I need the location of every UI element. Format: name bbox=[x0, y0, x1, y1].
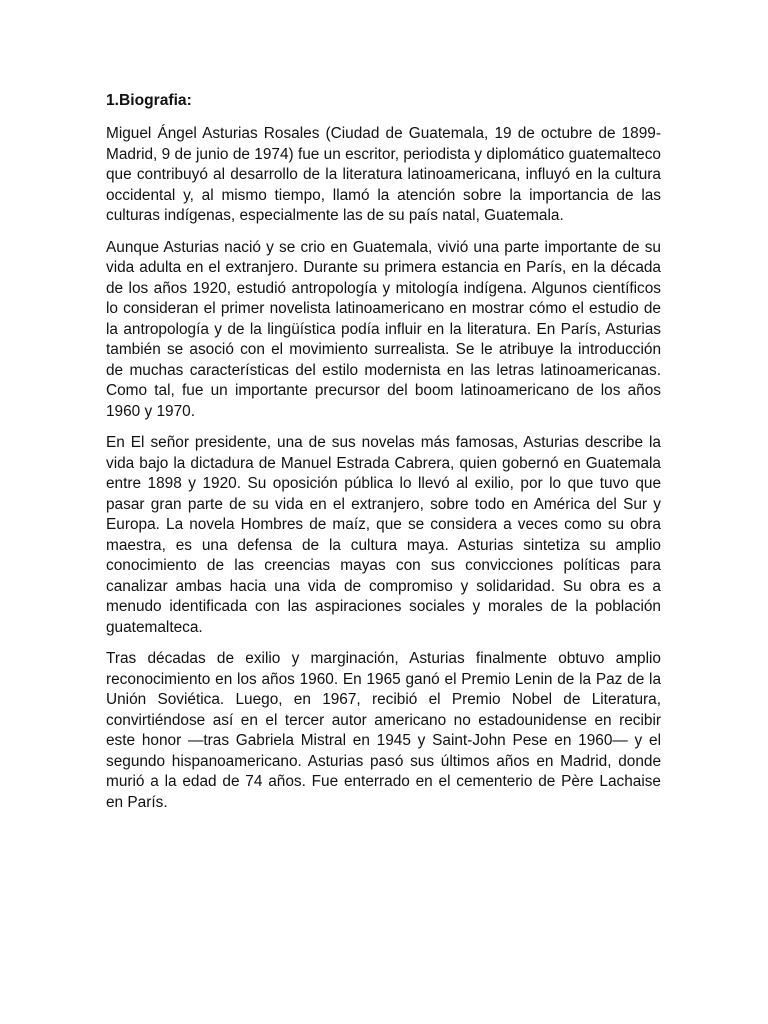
paragraph-3: En El señor presidente, una de sus novelas más famosas, Asturias describe la vida bajo la dictadura de Manuel Estrada Cabrera, quien gobernó en Guatemala entre 1898 y 1920. Su oposición pública lo llevó al exilio, por lo que tuvo que pasar gran parte de su vida en el extranjero, sobre todo en América del Sur y Europa. La novela Hombres de maíz, que se considera a veces como su obra maestra, es una defensa de la cultura maya. Asturias sintetiza su amplio conocimiento de las creencias mayas con sus convicciones políticas para canalizar ambas hacia una vida de compromiso y solidaridad. Su obra es a menudo identificada con las aspiraciones sociales y morales de la población guatemalteca. bbox=[106, 434, 661, 636]
paragraph-4: Tras décadas de exilio y marginación, Asturias finalmente obtuvo amplio reconocimiento en los años 1960. En 1965 ganó el Premio Lenin de la Paz de la Unión Soviética. Luego, en 1967, recibió el Premio Nobel de Literatura, convirtiéndose así en el tercer autor americano no estadounidense en recibir este honor —tras Gabriela Mistral en 1945 y Saint-John Pese en 1960— y el segundo hispanoamericano. Asturias pasó sus últimos años en Madrid, donde murió a la edad de 74 años. Fue enterrado en el cementerio de Père Lachaise en París. bbox=[106, 650, 661, 811]
document-body bbox=[106, 91, 661, 824]
section-heading: 1.Biografia: bbox=[106, 92, 192, 109]
paragraph-2: Aunque Asturias nació y se crio en Guatemala, vivió una parte importante de su vida adulta en el extranjero. Durante su primera estancia en París, en la década de los años 1920, estudió antropología y mitología indígena. Algunos científicos lo consideran el primer novelista latinoamericano en mostrar cómo el estudio de la antropología y de la lingüística podía influir en la literatura. En París, Asturias también se asoció con el movimiento surrealista. Se le atribuye la introducción de muchas características del estilo modernista en las letras latinoamericanas. Como tal, fue un importante precursor del boom latinoamericano de los años 1960 y 1970. bbox=[106, 238, 661, 420]
paragraph-1: Miguel Ángel Asturias Rosales (Ciudad de Guatemala, 19 de octubre de 1899-Madrid, 9 de junio de 1974) fue un escritor, periodista y diplomático guatemalteco que contribuyó al desarrollo de la literatura latinoamericana, influyó en la cultura occidental y, al mismo tiempo, llamó la atención sobre la importancia de las culturas indígenas, especialmente las de su país natal, Guatemala. bbox=[106, 125, 661, 224]
